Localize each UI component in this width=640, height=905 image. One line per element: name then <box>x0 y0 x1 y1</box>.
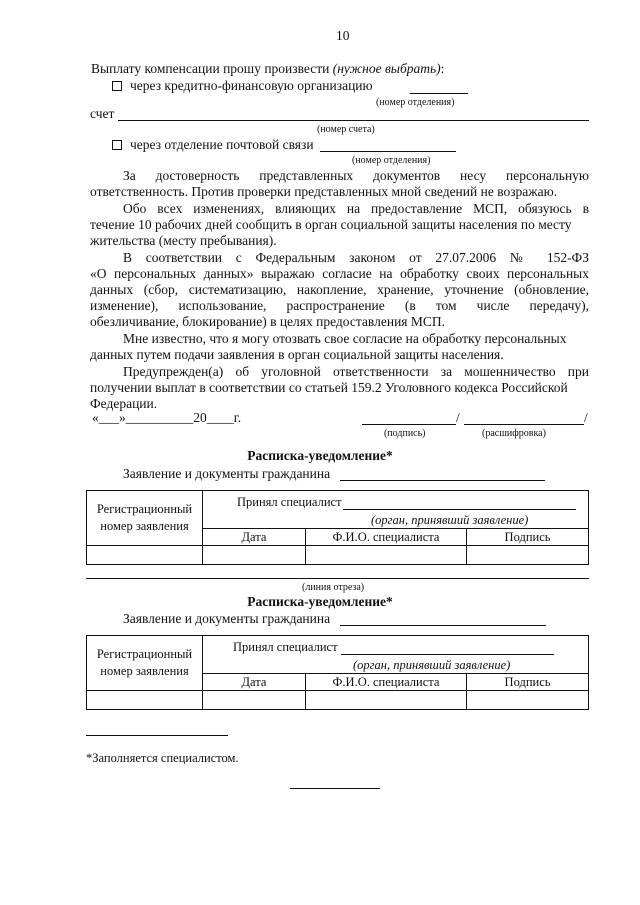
receipt2-reg-value[interactable] <box>87 691 203 710</box>
p2-line1: Обо всех изменениях, влияющих на предоставление МСП, обязуюсь в <box>123 201 589 216</box>
p3-line4: изменение), использование, распространение (в том числе передачу), <box>90 298 589 313</box>
receipt1-accepted-label: Принял специалист <box>237 495 342 509</box>
receipt1-accepted-cell <box>203 491 589 529</box>
receipt2-col-date: Дата <box>203 674 306 691</box>
receipt2-col-signature: Подпись <box>467 674 589 691</box>
p2-line3: жительства (месту пребывания). <box>90 233 277 248</box>
receipt2-table <box>86 635 589 710</box>
option-post-checkbox[interactable] <box>112 140 122 150</box>
receipt1-citizen-label: Заявление и документы гражданина <box>123 466 331 481</box>
receipt1-reg-value[interactable] <box>87 546 203 565</box>
p5-line3: Федерации. <box>90 396 158 411</box>
receipt2-citizen-line[interactable] <box>340 625 546 626</box>
receipt1-citizen-line[interactable] <box>340 480 545 481</box>
receipt2-accepted-label: Принял специалист <box>233 640 338 654</box>
signature-slash-1: / <box>456 410 460 425</box>
account-number-caption: (номер счета) <box>317 124 375 135</box>
p1-line1: За достоверность представленных документов несу персональную <box>123 168 589 183</box>
receipt2-col-name: Ф.И.О. специалиста <box>306 674 467 691</box>
p3-line3: данных (сбор, систематизацию, накопление, хранение, уточнение (обновление, <box>90 282 589 297</box>
account-label: счет <box>90 106 115 121</box>
receipt1-accepted-line[interactable] <box>343 509 576 510</box>
receipt1-name-value[interactable] <box>306 546 467 565</box>
option-post-label: через отделение почтовой связи <box>130 137 314 152</box>
receipt1-reg-label-line1: Регистрационный <box>96 502 193 516</box>
footnote-text: *Заполняется специалистом. <box>86 751 239 765</box>
decoding-caption: (расшифровка) <box>482 428 546 439</box>
post-branch-caption: (номер отделения) <box>352 155 431 166</box>
receipt2-signature-value[interactable] <box>467 691 589 710</box>
p3-line1: В соответствии с Федеральным законом от 27.07.2006 № 152-ФЗ <box>123 250 589 265</box>
receipt2-citizen-label: Заявление и документы гражданина <box>123 611 331 626</box>
receipt1-col-name: Ф.И.О. специалиста <box>306 529 467 546</box>
signature-slash-2: / <box>584 410 588 425</box>
branch-number-caption: (номер отделения) <box>376 97 455 108</box>
receipt2-reg-label-line2: номер заявления <box>100 664 189 678</box>
cut-line-label: (линия отреза) <box>302 582 365 593</box>
page-number: 10 <box>336 28 350 43</box>
receipt1-col-date: Дата <box>203 529 306 546</box>
receipt2-name-value[interactable] <box>306 691 467 710</box>
signature-caption: (подпись) <box>384 428 426 439</box>
signature-line[interactable] <box>362 424 456 425</box>
receipt1-col-signature: Подпись <box>467 529 589 546</box>
receipt1-reg-label-line2: номер заявления <box>100 519 189 533</box>
payment-intro-text: Выплату компенсации прошу произвести <box>91 61 330 76</box>
p4-line1: Мне известно, что я могу отозвать свое согласие на обработку персональных <box>123 331 567 346</box>
p1-line2: ответственность. Против проверки представленных мной сведений не возражаю. <box>90 184 558 199</box>
p2-line2: течение 10 рабочих дней сообщить в орган социальной защиты населения по месту <box>90 217 572 232</box>
receipt2-reg-label <box>87 636 203 691</box>
receipt2-date-value[interactable] <box>203 691 306 710</box>
date-field[interactable]: «___»__________20____г. <box>92 410 242 425</box>
receipt1-date-value[interactable] <box>203 546 306 565</box>
receipt1-reg-label <box>87 491 203 546</box>
payment-intro-hint: (нужное выбрать) <box>332 61 441 76</box>
option-bank-label: через кредитно-финансовую организацию <box>130 78 373 93</box>
receipt1-title: Расписка-уведомление* <box>247 448 393 463</box>
payment-intro-colon: : <box>440 61 445 76</box>
receipt1-table <box>86 490 589 565</box>
payment-intro <box>91 61 444 77</box>
receipt2-reg-label-line1: Регистрационный <box>96 647 193 661</box>
p3-line2: «О персональных данных» выражаю согласие на обработку своих персональных <box>90 266 589 281</box>
receipt2-title: Расписка-уведомление* <box>247 594 393 609</box>
receipt2-accepted-cell <box>203 636 589 674</box>
p5-line2: получении выплат в соответствии со статьей 159.2 Уголовного кодекса Российской <box>90 380 568 395</box>
receipt2-accepted-line[interactable] <box>341 654 554 655</box>
p5-line1: Предупрежден(а) об уголовной ответственности за мошенничество при <box>123 364 589 379</box>
p4-line2: данных путем подачи заявления в орган социальной защиты населения. <box>90 347 504 362</box>
footnote-separator <box>86 735 228 736</box>
p3-line5: обезличивание, блокирование) в целях предоставления МСП. <box>90 314 446 329</box>
cut-line <box>86 578 589 579</box>
receipt1-org-caption: (орган, принявший заявление) <box>371 513 529 527</box>
decoding-line[interactable] <box>464 424 584 425</box>
end-separator <box>290 788 380 789</box>
post-branch-line[interactable] <box>320 151 456 152</box>
branch-number-line[interactable] <box>410 93 468 94</box>
receipt2-org-caption: (орган, принявший заявление) <box>353 658 511 672</box>
receipt1-signature-value[interactable] <box>467 546 589 565</box>
account-number-line[interactable] <box>118 120 589 121</box>
option-bank-checkbox[interactable] <box>112 81 122 91</box>
